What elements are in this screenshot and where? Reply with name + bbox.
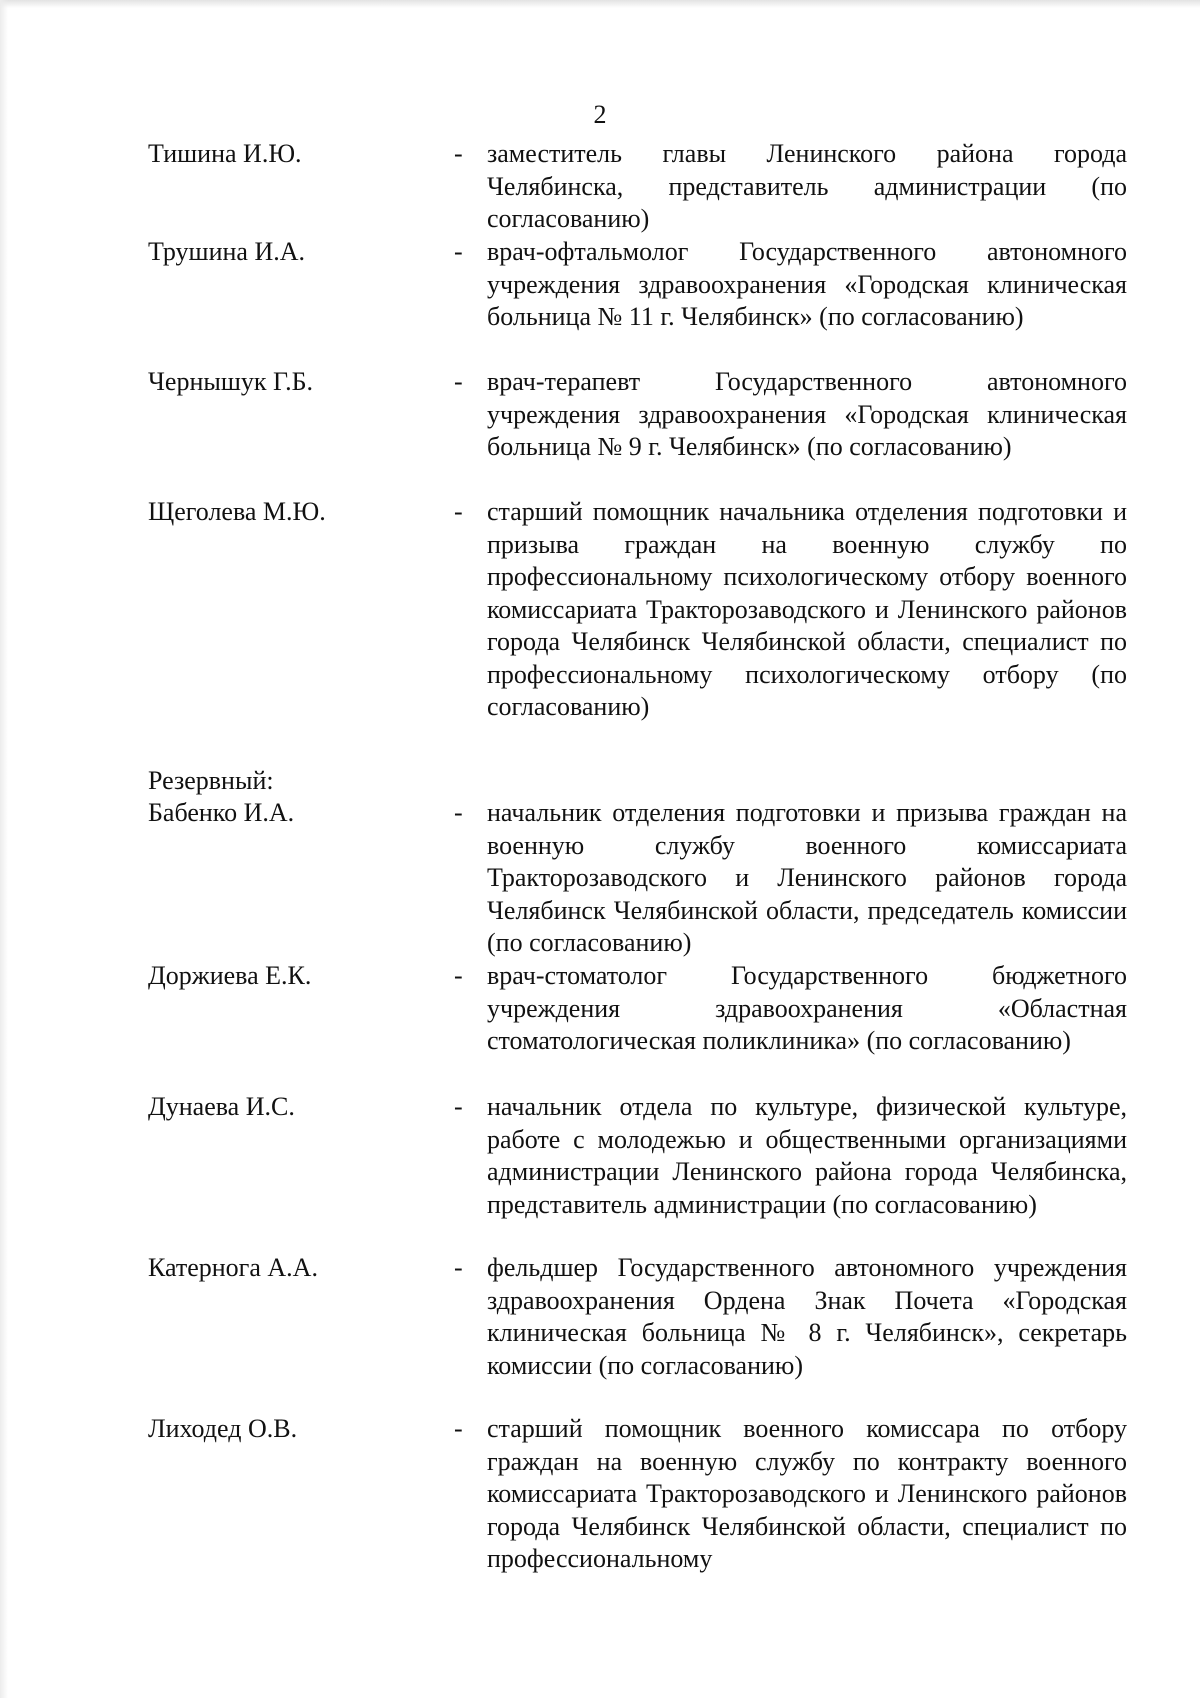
entry-dash: -	[454, 139, 463, 168]
reserve-name: Лиходед О.В.	[148, 1414, 298, 1443]
reserve-description: фельдшер Государственного автономного учреждения здравоохранения Ордена Знак Почета «Городская клиническая больница № 8 г. Челябинск», секретарь комиссии (по согласованию)	[487, 1253, 1127, 1380]
entry-dash: -	[454, 497, 463, 526]
entry-dash: -	[454, 367, 463, 396]
member-description: старший помощник начальника отделения подготовки и призыва граждан на военную службу по профессиональному психологическому отбору военного комиссариата Тракторозаводского и Ленинского районов города Челябинск Челябинской области, специалист по профессиональному психологическому отбору (по согласованию)	[487, 497, 1127, 721]
scan-edge-top	[0, 0, 1200, 8]
entry-dash: -	[454, 237, 463, 266]
member-description: врач-офтальмолог Государственного автономного учреждения здравоохранения «Городская клиническая больница № 11 г. Челябинск» (по согласованию)	[487, 237, 1127, 331]
entry-dash: -	[454, 1414, 463, 1443]
reserve-name: Катернога А.А.	[148, 1253, 318, 1282]
member-description: врач-терапевт Государственного автономного учреждения здравоохранения «Городская клиническая больница № 9 г. Челябинск» (по согласованию)	[487, 367, 1127, 461]
entry-dash: -	[454, 798, 463, 827]
page-number: 2	[593, 100, 607, 129]
reserve-description: начальник отделения подготовки и призыва граждан на военную службу военного комиссариата Тракторозаводского и Ленинского районов города Челябинск Челябинской области, председатель комиссии (по согласованию)	[487, 798, 1127, 957]
member-name: Тишина И.Ю.	[148, 139, 302, 168]
reserve-name: Доржиева Е.К.	[148, 961, 312, 990]
member-name: Чернышук Г.Б.	[148, 367, 314, 396]
member-name: Трушина И.А.	[148, 237, 305, 266]
entry-dash: -	[454, 1253, 463, 1282]
entry-dash: -	[454, 1092, 463, 1121]
member-description: заместитель главы Ленинского района города Челябинска, представитель администрации (по согласованию)	[487, 139, 1127, 233]
member-name: Щеголева М.Ю.	[148, 497, 326, 526]
reserve-name: Бабенко И.А.	[148, 798, 295, 827]
scan-edge-left	[0, 0, 8, 1698]
entry-dash: -	[454, 961, 463, 990]
reserve-description: начальник отдела по культуре, физической культуре, работе с молодежью и общественными организациями администрации Ленинского района города Челябинска, представитель администрации (по согласованию)	[487, 1092, 1127, 1219]
reserve-name: Дунаева И.С.	[148, 1092, 295, 1121]
reserve-section-label: Резервный:	[148, 766, 274, 795]
reserve-description: старший помощник военного комиссара по отбору граждан на военную службу по контракту военного комиссариата Тракторозаводского и Ленинского районов города Челябинск Челябинской области, специалист по профессиональному	[487, 1414, 1127, 1573]
reserve-description: врач-стоматолог Государственного бюджетного учреждения здравоохранения «Областная стоматологическая поликлиника» (по согласованию)	[487, 961, 1127, 1055]
